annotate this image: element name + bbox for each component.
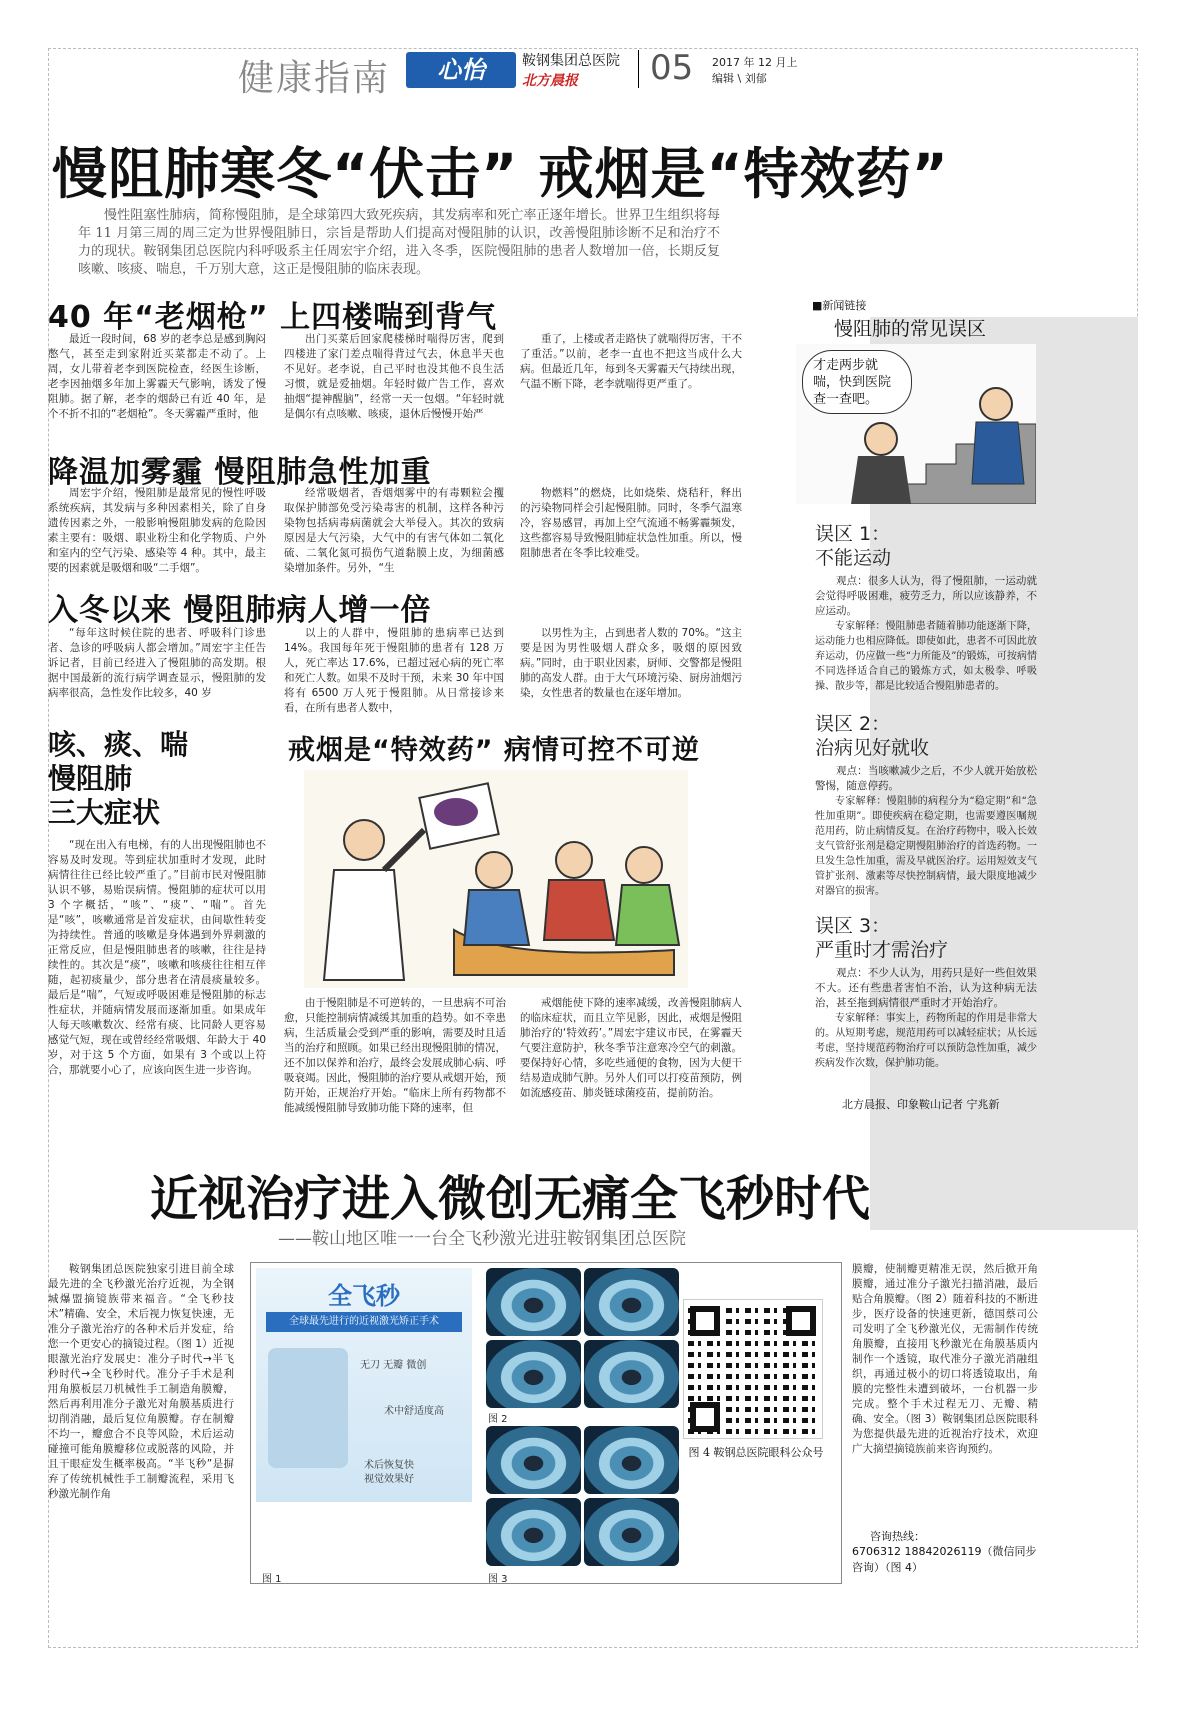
qr-finder-bl (690, 1402, 720, 1432)
qr-finder-tr (786, 1306, 816, 1336)
ad-right-text: 膜瓣，使制瓣更精准无误，然后掀开角膜瓣，通过准分子激光扫描消融，最后贴合角膜瓣。（图 2）随着科技的不断进步，医疗设备的快速更新，德国蔡司公司发明了全飞秒激光仪，无需制作传统角膜瓣，直接用飞秒激光在角膜基质内制作一个透镜，取代准分子激光消融组织，再通过极小的切口将透镜取出，角膜的完整性未遭到破坏，一台机器一步完成。整个手术过程无刀、无瓣、精确、安全。（图 3）鞍钢集团总医院眼科为您提供最先进的近视治疗技术，欢迎广大摘望摘镜族前来咨询预约。 (852, 1263, 1038, 1455)
hospital-name: 鞍钢集团总医院 (522, 53, 620, 69)
section3-col1: “每年这时候住院的患者、呼吸科门诊患者、急诊的呼吸病人都会增加。”周宏宇主任告诉记者，目前已经进入了慢阻肺的高发期。根据中国最新的流行病学调查显示，慢阻肺的发病率很高，急性发作比较多，40 岁 (48, 627, 266, 699)
section5-title: 戒烟是“特效药” 病情可控不可逆 (288, 735, 700, 766)
myth1-heading: 误区 1： 不能运动 (815, 523, 892, 569)
fig3-caption: 图 3 (488, 1574, 508, 1585)
paper-name: 北方晨报 (522, 73, 578, 89)
femto-feature-4: 视觉效果好 (364, 1474, 414, 1485)
section-title: 健康指南 (238, 58, 391, 99)
eye-photo-3c (486, 1498, 581, 1566)
section1-title: 40 年“老烟枪” 上四楼喘到背气 (48, 300, 498, 335)
section2-col1: 周宏宇介绍，慢阻肺是最常见的慢性呼吸系统疾病，其发病与多种因素相关，除了自身遗传因素之外，一般影响慢阻肺发病的危险因素主要有：吸烟、职业粉尘和化学物质、户外和室内的空气污染、感染等 4 种。其中，最主要的因素就是吸烟和吸“二手烟”。 (48, 487, 266, 574)
logo-block (406, 52, 516, 88)
eye-photo-3a (486, 1426, 581, 1494)
hotline-label: 咨询热线： (870, 1530, 925, 1543)
femto-ad-image (256, 1268, 472, 1502)
section3-col2: 以上的人群中，慢阻肺的患病率已达到 14%。我国每年死于慢阻肺的患者有 128 万人，死亡率达 17.6%，已超过冠心病的死亡率和死亡人数。如果不及时干预，未来 30 年中国将有 6500 万人死于慢阻肺。从日常接诊来看，在所有患者人数中， (284, 627, 504, 714)
editor: 编辑 \ 刘郁 (712, 72, 767, 85)
fig4-caption: 图 4 鞍钢总医院眼科公众号 (688, 1446, 824, 1459)
lead-paragraph: 慢性阻塞性肺病，简称慢阻肺，是全球第四大致死疾病，其发病率和死亡率正逐年增长。世界卫生组织将每年 11 月第三周的周三定为世界慢阻肺日，宗旨是帮助人们提高对慢阻肺的认识，改善慢阻肺诊断不足和治疗不力的现状。鞍钢集团总医院内科呼吸系主任周宏宇介绍，进入冬季，医院慢阻肺的患者人数增加一倍，长期反复咳嗽、咳痰、喘息，千万别大意，这正是慢阻肺的临床表现。 (78, 208, 720, 277)
myth3-heading: 误区 3： 严重时才需治疗 (815, 915, 949, 961)
ad-subtitle: ——鞍山地区唯一一台全飞秒激光进驻鞍钢集团总医院 (278, 1229, 686, 1249)
myth3-text: 观点：不少人认为，用药只是好一些但效果不大。还有些患者害怕不治，认为这种病无法治，甚至拖到病情很严重时才开始治疗。 专家解释：事实上，药物所起的作用是非常大的。从短期考虑，规范用药可以减轻症状；从长远考虑，坚持规范药物治疗可以预防急性加重，减少疾病发作次数，保护肺功能。 (815, 967, 1037, 1069)
ad-left-text: 鞍钢集团总医院独家引进目前全球最先进的全飞秒激光治疗近视，为全钢城爆盟摘镜族带来福音。“全飞秒技术”精确、安全，术后视力恢复快速，无准分子激光治疗的各种术后并发症，给您一个更安心的摘镜过程。（图 1）近视眼激光治疗发展史：准分子时代→半飞秒时代→全飞秒时代。准分子手术是利用角膜板层刀机械性手工制造角膜瓣，然后再利用准分子激光对角膜基质进行切削消融，最后复位角膜瓣。存在制瓣不均一，瓣愈合不良等风险，术后运动碰撞可能角膜瓣移位或脱落的风险，并且干眼症发生概率极高。“半飞秒”是摒弃了传统机械性手工制瓣流程，采用飞秒激光制作角 (48, 1263, 234, 1500)
sidebar-cartoon (796, 344, 1036, 504)
fig1-caption: 图 1 (262, 1574, 282, 1585)
masthead-divider (638, 50, 639, 88)
speech-bubble: 才走两步就喘，快到医院查一查吧。 (802, 350, 912, 414)
femto-title: 全飞秒 (328, 1282, 400, 1310)
doctor-cartoon (304, 770, 688, 988)
section5-col2: 戒烟能使下降的速率减缓，改善慢阻肺病人的临床症状，而且立竿见影，因此，戒烟是慢阻肺治疗的‘特效药’。”周宏宇建议市民，在雾霾天气要注意防护，秋冬季节注意寒冷空气的刺激。要保持好心情，多吃些通便的食物，因为大便干结易造成肺气肿。另外人们可以打疫苗预防，例如流感疫苗、肺炎链球菌疫苗，提前防治。 (520, 997, 742, 1099)
eye-photo-3d (584, 1498, 679, 1566)
fig2-caption: 图 2 (488, 1414, 508, 1425)
section2-col3: 物燃料”的燃烧，比如烧柴、烧秸秆，释出的污染物同样会引起慢阻肺。同时，冬季气温寒冷，容易感冒，再加上空气流通不畅雾霾频发，这些都容易导致慢阻肺症状急性加重。所以，慢阻肺患者在冬季比较难受。 (520, 487, 742, 559)
eye-photo-2d (584, 1340, 679, 1408)
ad-title: 近视治疗进入微创无痛全飞秒时代 (150, 1171, 871, 1227)
section3-col3: 以男性为主，占到患者人数的 70%。“这主要是因为男性吸烟人群众多，吸烟的原因致病。”同时，由于职业因素，厨师、交警都是慢阻肺的高发人群。由于大气环境污染、厨房油烟污染，女性患者的数量也在逐年增加。 (520, 627, 742, 699)
section3-title: 入冬以来 慢阻肺病人增一倍 (48, 593, 432, 628)
eye-photo-3b (584, 1426, 679, 1494)
femto-feature-3: 术后恢复快 (364, 1460, 414, 1471)
logo: 心怡 (437, 56, 485, 84)
qr-finder-tl (690, 1306, 720, 1336)
section4-text: “现在出入有电梯，有的人出现慢阻肺也不容易及时发现。等到症状加重时才发现，此时病情往往已经比较严重了。”目前市民对慢阻肺认识不够，易贻误病情。慢阻肺的症状可以用 3 个字概括，“咳”、“痰”、“喘”。首先是“咳”，咳嗽通常是首发症状，由间歇性转变为持续性。普通的咳嗽是身体遇到外界刺激的正常反应，但是慢阻肺患者的咳嗽，往往是持续性的。其次是“痰”，咳嗽和咳痰往往相互伴随，起初痰量少，部分患者在清晨痰量较多。最后是“喘”，气短或呼吸困难是慢阻肺的标志性症状，并随病情发展而逐渐加重。如果成年人每天咳嗽数次、经常有痰、比同龄人更容易感觉气短，现在或曾经经常吸烟、年龄大于 40 岁，对于这 5 个方面，如果有 3 个或以上符合，那就要小心了，应该向医生进一步咨询。 (48, 839, 266, 1076)
section5-col1: 由于慢阻肺是不可逆转的，一旦患病不可治愈，只能控制病情减缓其加重的趋势。如不幸患病，生活质量会受到严重的影响，需要及时且适当的治疗和照顾。如果已经出现慢阻肺的情况，还不加以保养和治疗，最终会发展成肺心病、呼吸衰竭。因此，慢阻肺的治疗要从戒烟开始，预防开始，正规治疗开始。“临床上所有药物都不能减缓慢阻肺导致肺功能下降的速率，但 (284, 997, 506, 1114)
myth2-heading: 误区 2： 治病见好就收 (815, 713, 930, 759)
section4-title: 咳、痰、喘 慢阻肺 三大症状 (48, 728, 189, 829)
section1-col1: 最近一段时间，68 岁的老李总是感到胸闷憋气，甚至走到家附近买菜都走不动了。上周，女儿带着老李到医院检查，经医生诊断，老李因抽烟多年加上雾霾天气影响，诱发了慢阻肺。据了解，老李的烟龄已有近 40 年，是个不折不扣的“老烟枪”。冬天雾霾严重时，他 (48, 333, 266, 420)
eye-photo-2c (486, 1340, 581, 1408)
sidebar-title: 慢阻肺的常见误区 (834, 318, 987, 340)
qr-code[interactable] (684, 1300, 822, 1438)
sidebar-tag: ■新闻链接 (812, 299, 867, 312)
section2-col2: 经常吸烟者，香烟烟雾中的有毒颗粒会攫取保护肺部免受污染毒害的机制，这样各种污染物包括病毒病菌就会大举侵入。其次的致病原因是大气污染，大气中的有害气体如二氧化硫、二氧化氮可损伤气道黏膜上皮，为细菌感染增加条件。另外，“生 (284, 487, 504, 574)
doctor-patients-illustration (304, 770, 688, 988)
section1-col2: 出门买菜后回家爬楼梯时喘得厉害，爬到四楼进了家门差点喘得背过气去，休息半天也不见好。老李说，自己平时也没其他不良生活习惯，就是爱抽烟。年轻时做广告工作，喜欢抽烟“提神醒脑”，经常一天一包烟。“年轻时就是偶尔有点咳嗽、咳痰，退休后慢慢开始严 (284, 333, 504, 420)
stairs-illustration (796, 344, 1036, 504)
myth1-text: 观点：很多人认为，得了慢阻肺，一运动就会觉得呼吸困难，疲劳乏力，所以应该静养，不应运动。 专家解释：慢阻肺患者随着肺功能逐渐下降，运动能力也相应降低。即使如此，患者不可因此放弃运动，仍应做一些“力所能及”的锻炼，可按病情不同选择适合自己的锻炼方式，如太极拳、呼吸操、散步等，都是比较适合慢阻肺患者的。 (815, 575, 1037, 692)
eye-photo-2b (584, 1268, 679, 1336)
myth2-text: 观点：当咳嗽减少之后，不少人就开始放松警惕，随意停药。 专家解释：慢阻肺的病程分为“稳定期”和“急性加重期”。即使疾病在稳定期，也需要遵医嘱规范用药，防止病情反复。在治疗药物中，吸入长效支气管舒张剂是稳定期慢阻肺治疗的首选药物。一旦发生急性加重，需及早就医治疗。运用短效支气管扩张剂、激素等尽快控制病情，最大限度地减少对器官的损害。 (815, 765, 1037, 897)
femto-feature-2: 术中舒适度高 (384, 1406, 444, 1417)
eye-photo-2a (486, 1268, 581, 1336)
byline: 北方晨报、印象鞍山记者 宁兆新 (842, 1098, 1000, 1111)
femto-feature-1: 无刀 无瓣 微创 (360, 1360, 427, 1371)
femto-subtitle: 全球最先进行的近视激光矫正手术 (266, 1312, 462, 1332)
headline: 慢阻肺寒冬“伏击” 戒烟是“特效药” (52, 142, 949, 206)
hotline-number[interactable]: 6706312 18842026119（微信同步咨询）（图 4） (852, 1545, 1037, 1574)
section1-col3: 重了，上楼或者走路快了就喘得厉害，干不了重活。”以前，老李一直也不把这当成什么大病。但最近几年，每到冬天雾霾天气持续出现，气温不断下降，老李就喘得更严重了。 (520, 333, 742, 390)
section2-title: 降温加雾霾 慢阻肺急性加重 (48, 455, 432, 490)
page-number: 05 (650, 48, 694, 88)
laser-machine (268, 1348, 348, 1468)
issue-date: 2017 年 12 月上 (712, 56, 798, 69)
